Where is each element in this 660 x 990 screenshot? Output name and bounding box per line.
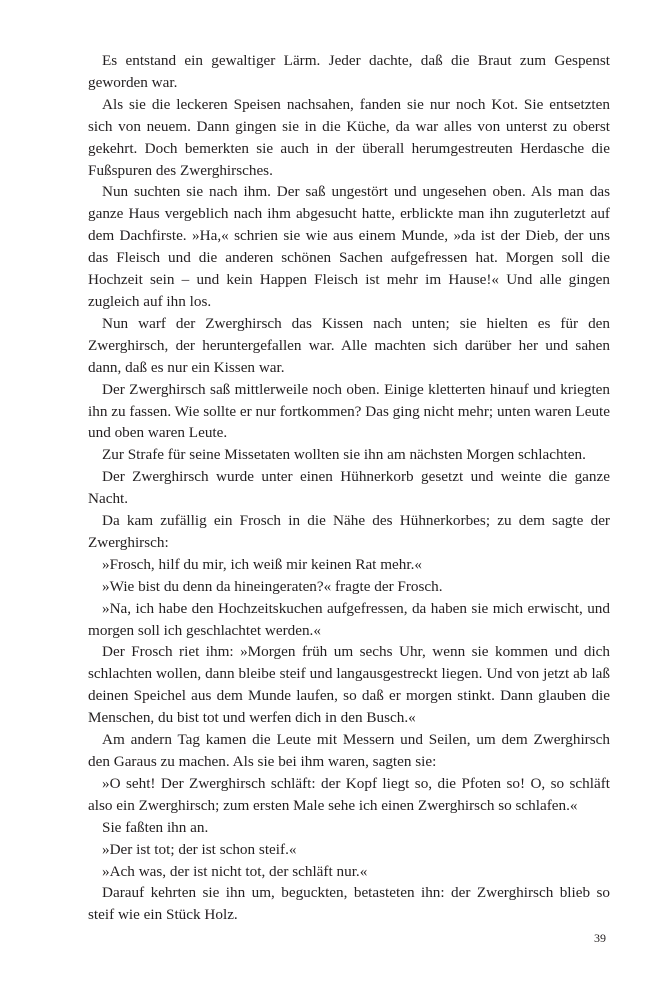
paragraph: »Na, ich habe den Hochzeitskuchen aufgefressen, da haben sie mich erwischt, und morgen soll ich geschlachtet werden.« [88, 599, 610, 639]
paragraph: »Wie bist du denn da hineingeraten?« fragte der Frosch. [102, 577, 443, 595]
paragraph: Der Zwerghirsch wurde unter einen Hühnerkorb gesetzt und weinte die ganze Nacht. [88, 468, 610, 508]
paragraph: Der Frosch riet ihm: »Morgen früh um sechs Uhr, wenn sie kommen und dich schlachten wollen, dann bleibe steif und langausgestreckt liegen. Und von jetzt ab laß deinen Speichel aus dem Munde laufen, so daß er morgen stinkt. Dann glauben die Menschen, du bist tot und werfen dich in den Busch.« [88, 643, 610, 727]
paragraph: Nun suchten sie nach ihm. Der saß ungestört und ungesehen oben. Als man das ganze Haus vergeblich nach ihm abgesucht hatte, erblickte man ihn zuguterletzt auf dem Dachfirste. »Ha,« schrien sie wie aus einem Munde, »da ist der Dieb, der uns das Fleisch und die anderen schönen Sachen aufgefressen hat. Morgen soll die Hochzeit sein – und kein Happen Fleisch ist mehr im Hause!« Und alle gingen zugleich auf ihn los. [88, 183, 610, 310]
paragraph: Als sie die leckeren Speisen nachsahen, fanden sie nur noch Kot. Sie entsetzten sich von neuem. Dann gingen sie in die Küche, da war alles von unterst zu oberst gekehrt. Doch bemerkten sie auch in der überall herumgestreuten Herdasche die Fußspuren des Zwerghirsches. [88, 95, 610, 179]
paragraph: Da kam zufällig ein Frosch in die Nähe des Hühnerkorbes; zu dem sagte der Zwerghirsch: [88, 512, 610, 551]
book-page-body [88, 50, 610, 926]
paragraph: Es entstand ein gewaltiger Lärm. Jeder dachte, daß die Braut zum Gespenst geworden war. [88, 52, 610, 91]
paragraph: Sie faßten ihn an. [102, 818, 209, 836]
paragraph: »Ach was, der ist nicht tot, der schläft nur.« [102, 862, 368, 880]
page-number: 39 [594, 931, 606, 945]
paragraph: »Frosch, hilf du mir, ich weiß mir keinen Rat mehr.« [102, 555, 422, 573]
paragraph: Zur Strafe für seine Missetaten wollten sie ihn am nächsten Morgen schlachten. [102, 446, 586, 464]
paragraph: »Der ist tot; der ist schon steif.« [102, 840, 297, 858]
paragraph: Darauf kehrten sie ihn um, beguckten, betasteten ihn: der Zwerghirsch blieb so steif wie ein Stück Holz. [88, 884, 610, 924]
paragraph: Der Zwerghirsch saß mittlerweile noch oben. Einige kletterten hinauf und kriegten ihn zu fassen. Wie sollte er nur fortkommen? Das ging nicht mehr; unten waren Leute und oben waren Leute. [88, 380, 610, 442]
paragraph: Nun warf der Zwerghirsch das Kissen nach unten; sie hielten es für den Zwerghirsch, der heruntergefallen war. Alle machten sich darüber her und sahen dann, daß es nur ein Kissen war. [88, 314, 610, 376]
paragraph: Am andern Tag kamen die Leute mit Messern und Seilen, um dem Zwerghirsch den Garaus zu machen. Als sie bei ihm waren, sagten sie: [88, 731, 610, 770]
paragraph: »O seht! Der Zwerghirsch schläft: der Kopf liegt so, die Pfoten so! O, so schläft also ein Zwerghirsch; zum ersten Male sehe ich einen Zwerghirsch so schlafen.« [88, 774, 610, 814]
